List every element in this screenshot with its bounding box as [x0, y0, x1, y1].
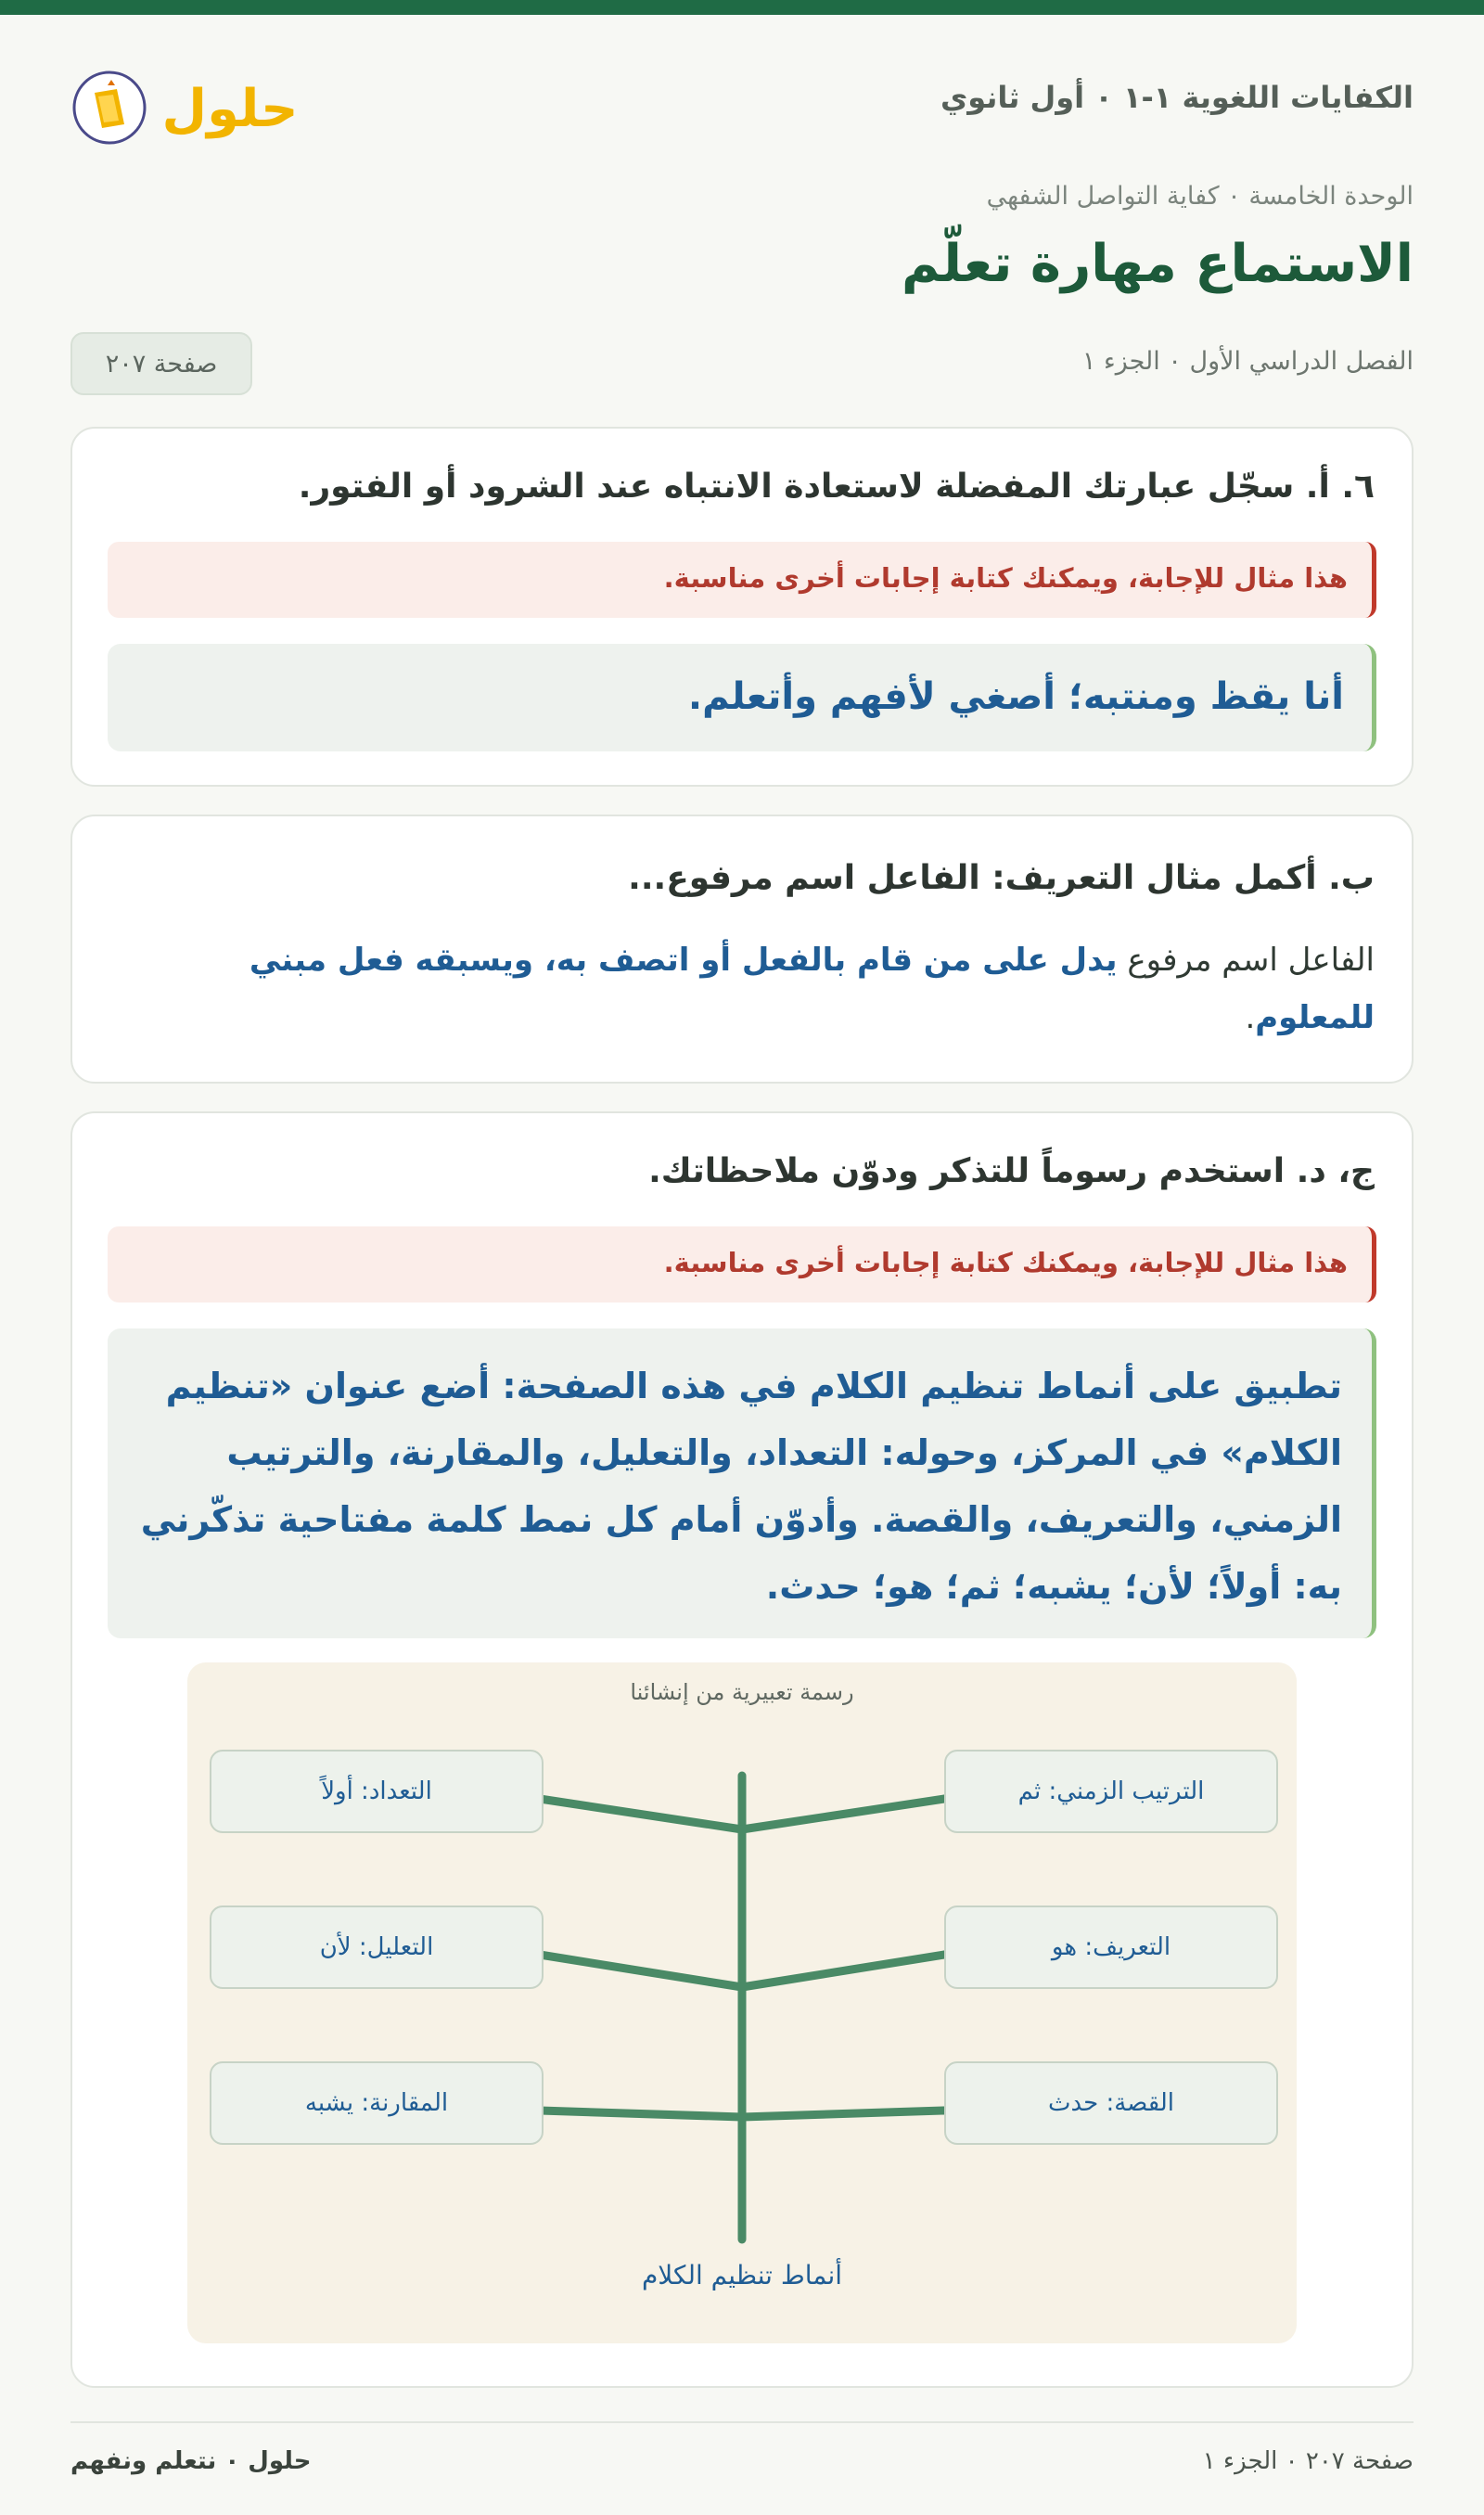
diagram-center-label: أنماط تنظيم الكلام — [641, 2260, 843, 2290]
diagram-branch-right-2 — [742, 1955, 944, 1987]
book-title: الكفايات اللغوية ١-١ ٠ أول ثانوي — [940, 80, 1414, 115]
footer-brand: حلول ٠ نتعلم ونفهم — [70, 2447, 312, 2475]
question-text: ٦. أ. سجّل عبارتك المفضلة لاستعادة الانتباه عند الشرود أو الفتور. — [298, 468, 1375, 506]
example-note-text: هذا مثال للإجابة، ويمكنك كتابة إجابات أخرى مناسبة. — [663, 1247, 1348, 1278]
example-note-text: هذا مثال للإجابة، ويمكنك كتابة إجابات أخرى مناسبة. — [663, 562, 1348, 594]
answer-suffix: . — [1245, 999, 1256, 1036]
diagram-box-left-3: المقارنة: يشبه — [210, 2061, 544, 2145]
diagram-branch-left-1 — [540, 1799, 742, 1829]
diagram-branch-left-2 — [540, 1955, 742, 1987]
mind-map-diagram — [187, 1662, 1297, 2343]
diagram-box-left-2: التعليل: لأن — [210, 1905, 544, 1989]
term-meta: الفصل الدراسي الأول ٠ الجزء ١ — [1081, 347, 1414, 376]
footer-divider — [70, 2421, 1414, 2423]
question-text: ج، د. استخدم رسوماً للتذكر ودوّن ملاحظاتك. — [648, 1152, 1375, 1190]
example-note — [108, 542, 1376, 618]
diagram-box-right-1: الترتيب الزمني: ثم — [944, 1750, 1278, 1833]
question-text: ب. أكمل مثال التعريف: الفاعل اسم مرفوع... — [628, 859, 1375, 897]
answer-highlight: يدل على من قام بالفعل أو اتصف به، ويسبقه فعل مبني للمعلوم — [249, 942, 1375, 1036]
answer-paragraph — [109, 931, 1375, 1046]
diagram-branch-right-3 — [742, 2111, 944, 2117]
diagram-branch-left-3 — [540, 2111, 742, 2117]
answer-box — [108, 1328, 1376, 1638]
question-card-3 — [70, 1111, 1414, 2388]
question-card-1 — [70, 427, 1414, 787]
answer-prefix: الفاعل اسم مرفوع — [1127, 942, 1375, 979]
example-note — [108, 1226, 1376, 1302]
diagram-caption: رسمة تعبيرية من إنشائنا — [630, 1679, 854, 1705]
answer-text: تطبيق على أنماط تنظيم الكلام في هذه الصفحة: أضع عنوان «تنظيم الكلام» في المركز، وحوله: التعداد، والتعليل، والمقارنة، والترتيب الزمني، والتعريف، والقصة. وأدوّن أمام كل نمط كلمة مفتاحية تذكّرني به: أولاً؛ لأن؛ يشبه؛ ثم؛ هو؛ حدث. — [140, 1366, 1342, 1607]
page-header — [70, 69, 1414, 139]
page-title: الاستماع مهارة تعلّم — [901, 234, 1414, 294]
footer-page-info: صفحة ٢٠٧ ٠ الجزء ١ — [1202, 2447, 1414, 2475]
answer-text: أنا يقظ ومنتبه؛ أصغي لأفهم وأتعلم. — [687, 675, 1344, 718]
answer-box — [108, 644, 1376, 751]
diagram-box-right-2: التعريف: هو — [944, 1905, 1278, 1989]
hulul-logo[interactable] — [70, 69, 321, 147]
unit-subtitle: الوحدة الخامسة ٠ كفاية التواصل الشفهي — [986, 182, 1414, 211]
page-number-badge: صفحة ٢٠٧ — [70, 332, 252, 395]
question-card-2 — [70, 815, 1414, 1084]
top-accent-bar — [0, 0, 1484, 15]
diagram-box-right-3: القصة: حدث — [944, 2061, 1278, 2145]
logo-text: حلول — [161, 79, 299, 139]
diagram-box-left-1: التعداد: أولاً — [210, 1750, 544, 1833]
diagram-branch-right-1 — [742, 1799, 944, 1829]
